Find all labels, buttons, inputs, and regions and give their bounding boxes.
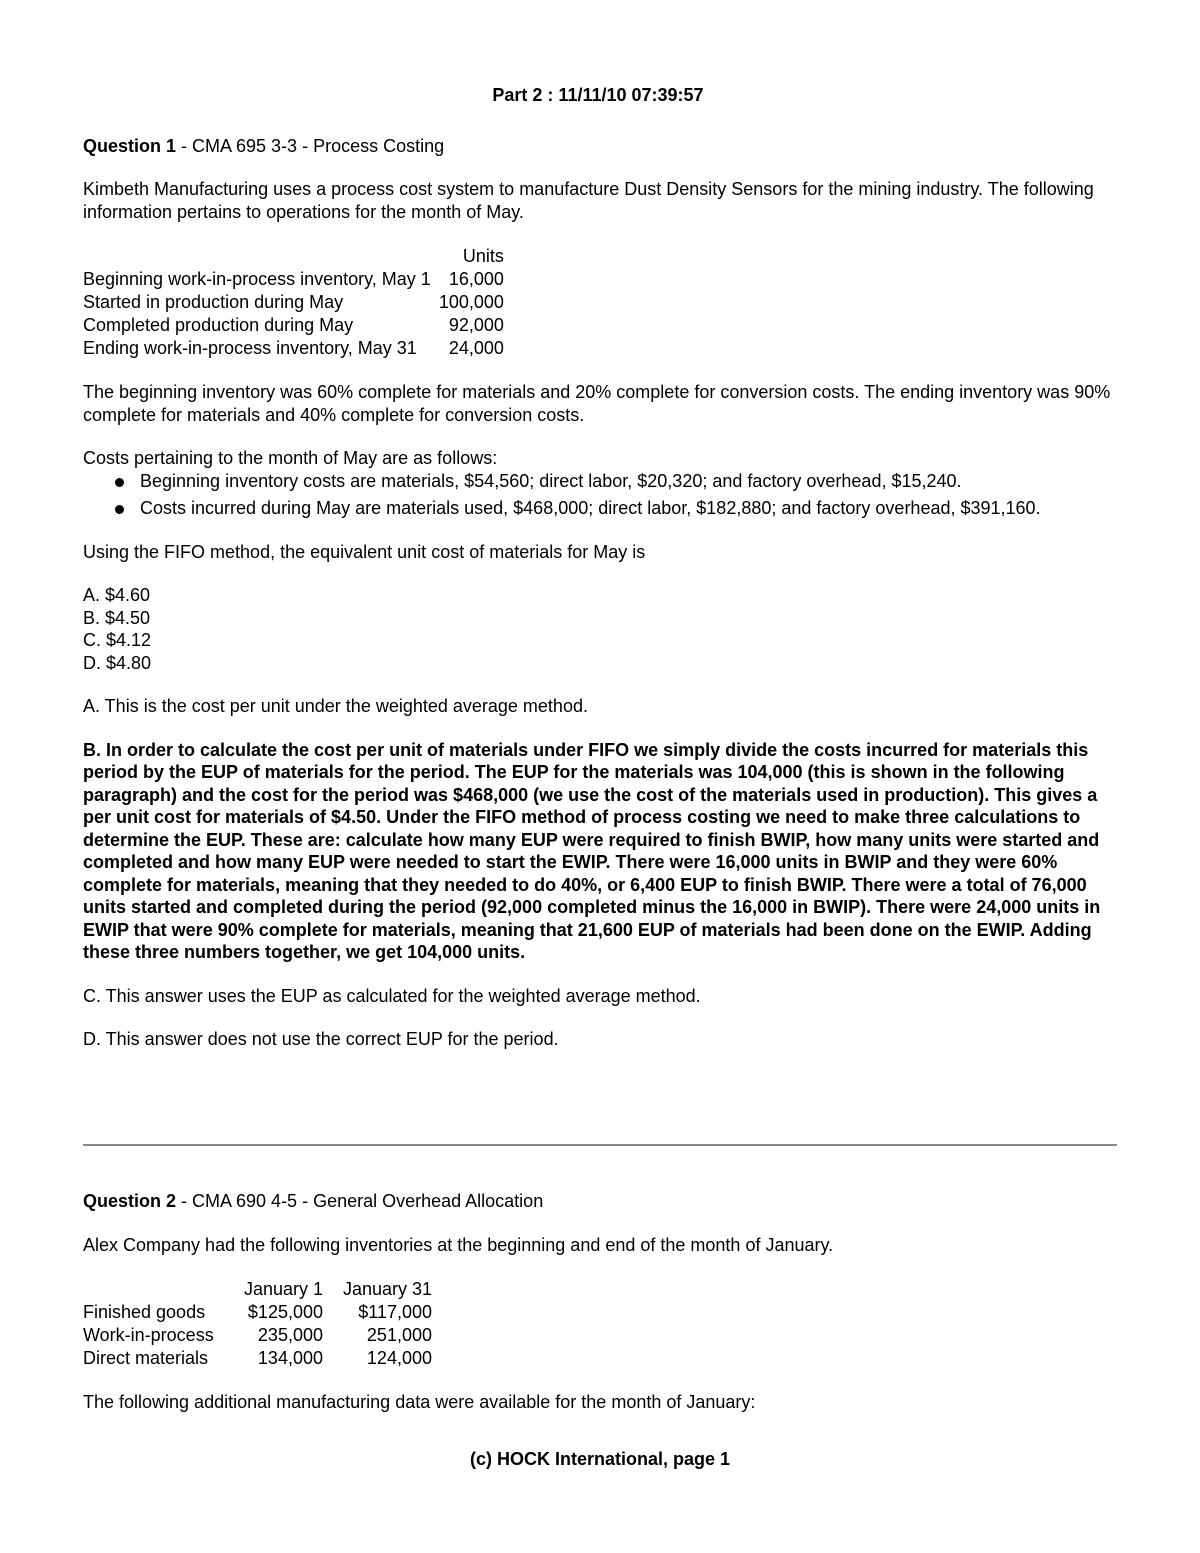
question-2-subtitle: - CMA 690 4-5 - General Overhead Allocation xyxy=(176,1191,544,1211)
page-title: Part 2 : 11/11/10 07:39:57 xyxy=(492,85,704,105)
page-footer: (c) HOCK International, page 1 xyxy=(469,1449,731,1469)
additional-data-intro: The following additional manufacturing data were available for the month of January: xyxy=(83,1392,756,1412)
inventory-table-header-row xyxy=(83,1278,432,1301)
list-item: Beginning inventory costs are materials, $54,560; direct labor, $20,320; and factory overhead, $15,240. xyxy=(140,470,1117,493)
row-label: Ending work-in-process inventory, May 31 xyxy=(83,338,417,358)
choice-b: B. $4.50 xyxy=(83,607,151,628)
table-row xyxy=(83,268,504,291)
row-value: 24,000 xyxy=(448,338,504,358)
completion-paragraph: The beginning inventory was 60% complete for materials and 20% complete for conversion costs. The ending inventory was 90% complete for materials and 40% complete for conversion costs. xyxy=(83,382,1111,425)
row-value: 100,000 xyxy=(438,292,504,312)
table-row xyxy=(83,1347,432,1370)
question-2-section xyxy=(83,1190,1117,1414)
question-2-heading xyxy=(83,1190,1117,1213)
column-header-jan31: January 31 xyxy=(342,1279,432,1299)
column-header-jan1: January 1 xyxy=(243,1279,323,1299)
row-label: Work-in-process xyxy=(83,1325,214,1345)
jan31-value: $117,000 xyxy=(358,1302,432,1322)
jan31-value: 251,000 xyxy=(366,1325,432,1345)
units-table xyxy=(83,245,504,360)
row-label: Direct materials xyxy=(83,1348,209,1368)
question-1-intro: Kimbeth Manufacturing uses a process cost system to manufacture Dust Density Sensors for the mining industry. The following information pertains to operations for the month of May. xyxy=(83,179,1094,222)
table-row xyxy=(83,1324,432,1347)
section-divider xyxy=(83,1144,1117,1146)
jan1-value: 235,000 xyxy=(257,1325,323,1345)
choice-c: C. $4.12 xyxy=(83,630,152,650)
row-label: Completed production during May xyxy=(83,315,354,335)
table-row xyxy=(83,314,504,337)
question-2-label: Question 2 xyxy=(83,1191,177,1211)
question-2-intro: Alex Company had the following inventories at the beginning and end of the month of January. xyxy=(83,1234,834,1255)
answer-choices xyxy=(83,584,1117,674)
jan1-value: $125,000 xyxy=(247,1302,323,1322)
explanation-b-correct: B. In order to calculate the cost per unit of materials under FIFO we simply divide the costs incurred for materials this period by the EUP of materials for the period. The EUP for the materials was 104,000 (this is shown in the following paragraph) and the cost for the period was $468,000 (we use the cost of the materials used in production). This gives a per unit cost for materials of $4.50. Under the FIFO method of process costing we need to make three calculations to determine the EUP. These are: calculate how many EUP were required to finish BWIP, how many units were started and completed and how many EUP were needed to start the EWIP. There were 16,000 units in BWIP and they were 60% complete for materials, meaning that they needed to do 40%, or 6,400 EUP to finish BWIP. There were a total of 76,000 units started and completed during the period (92,000 completed minus the 16,000 in BWIP). There were 24,000 units in EWIP that were 90% complete for materials, meaning that 21,600 EUP of materials had been done on the EWIP. Adding these three numbers together, we get 104,000 units. xyxy=(83,739,1101,962)
jan31-value: 124,000 xyxy=(366,1348,432,1368)
table-row xyxy=(83,291,504,314)
inventory-table xyxy=(83,1278,432,1370)
explanation-d: D. This answer does not use the correct EUP for the period. xyxy=(83,1029,559,1049)
row-value: 92,000 xyxy=(448,315,504,335)
row-label: Finished goods xyxy=(83,1302,206,1322)
costs-intro: Costs pertaining to the month of May are as follows: xyxy=(83,448,498,468)
question-1-prompt: Using the FIFO method, the equivalent unit cost of materials for May is xyxy=(83,541,646,562)
table-row xyxy=(83,1301,432,1324)
row-label: Started in production during May xyxy=(83,292,344,312)
explanation-a: A. This is the cost per unit under the weighted average method. xyxy=(83,696,588,716)
list-item: Costs incurred during May are materials used, $468,000; direct labor, $182,880; and factory overhead, $391,160. xyxy=(140,497,1117,520)
units-table-header-row xyxy=(83,245,504,268)
choice-d: D. $4.80 xyxy=(83,652,152,673)
question-1-heading xyxy=(83,135,1117,158)
jan1-value: 134,000 xyxy=(257,1348,323,1368)
units-column-header: Units xyxy=(462,246,504,266)
question-1-label: Question 1 xyxy=(83,135,177,156)
row-label: Beginning work-in-process inventory, May 1 xyxy=(83,269,431,289)
row-value: 16,000 xyxy=(448,269,504,289)
choice-a: A. $4.60 xyxy=(83,585,151,605)
question-1-subtitle: - CMA 695 3-3 - Process Costing xyxy=(176,135,445,156)
explanation-c: C. This answer uses the EUP as calculated for the weighted average method. xyxy=(83,985,701,1006)
costs-list xyxy=(83,470,1117,520)
table-row xyxy=(83,337,504,360)
question-1-section xyxy=(83,84,1117,1051)
